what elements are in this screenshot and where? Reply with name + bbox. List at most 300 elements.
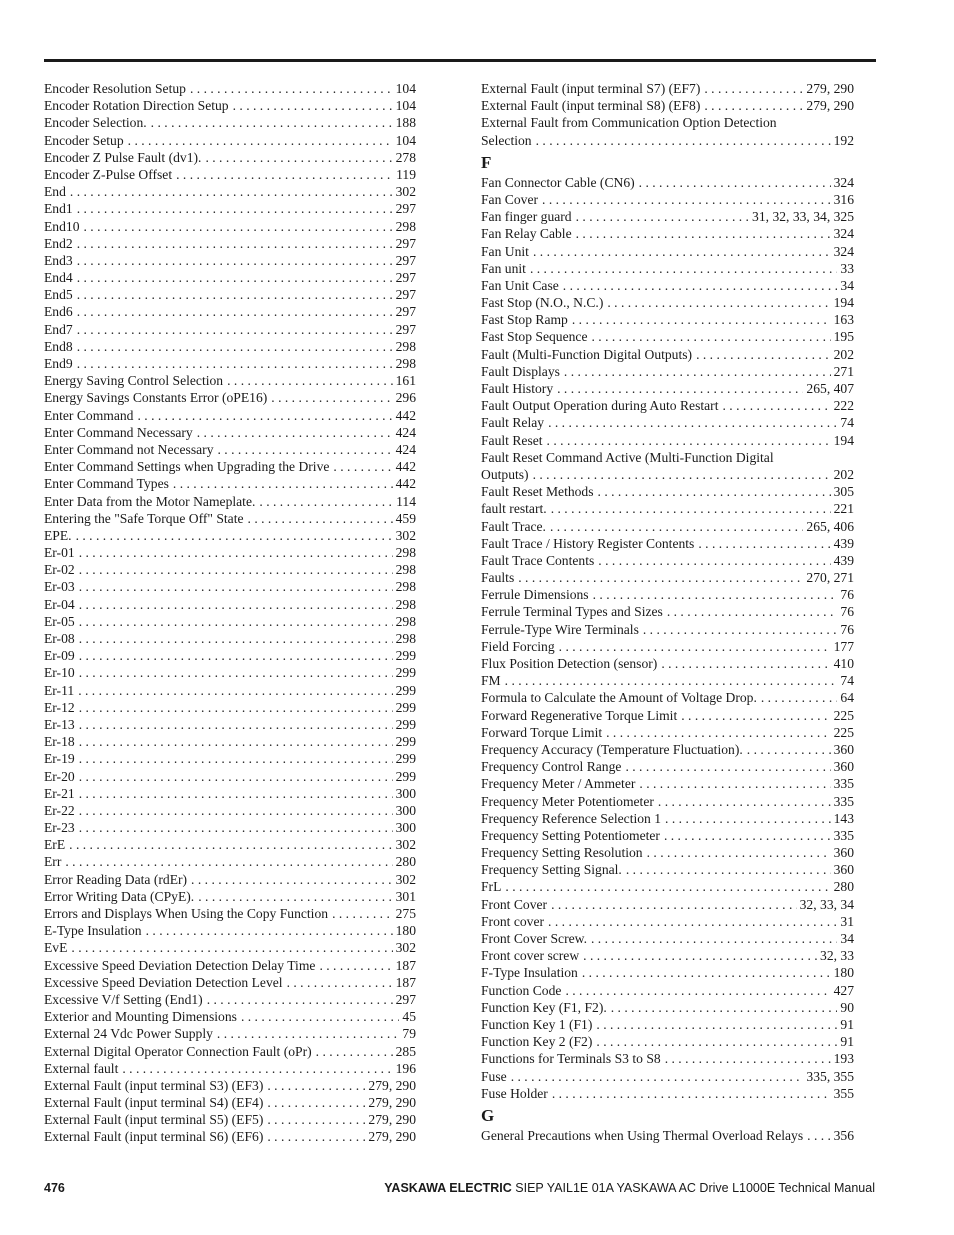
- index-page-ref: 297: [395, 235, 416, 251]
- index-term: End8: [44, 338, 73, 354]
- index-entry: [481, 827, 854, 844]
- index-page-ref: 424: [395, 424, 416, 440]
- dot-leader: [137, 407, 392, 424]
- index-entry: [44, 252, 416, 269]
- index-entry: [44, 768, 416, 785]
- dot-leader: [572, 311, 831, 328]
- dot-leader: [77, 355, 393, 372]
- index-term: Encoder Resolution Setup: [44, 81, 186, 96]
- index-page-ref: 316: [833, 191, 854, 207]
- index-entry: [44, 785, 416, 802]
- index-term: Er-23: [44, 820, 75, 836]
- dot-leader: [551, 500, 831, 517]
- index-entry: [44, 1008, 416, 1025]
- index-page-ref: 301: [395, 888, 416, 904]
- dot-leader: [78, 682, 392, 699]
- dot-leader: [267, 1077, 365, 1094]
- dot-leader: [218, 441, 393, 458]
- index-page-ref: 297: [395, 287, 416, 303]
- dot-leader: [598, 552, 830, 569]
- index-entry: [481, 655, 854, 672]
- dot-leader: [79, 578, 393, 595]
- index-entry: [481, 999, 854, 1016]
- index-entry: [481, 913, 854, 930]
- index-entry: [481, 896, 854, 913]
- index-page-ref: 275: [395, 906, 416, 921]
- index-entry: [481, 483, 854, 500]
- index-term: Er-22: [44, 802, 75, 818]
- index-entry: [44, 355, 416, 372]
- dot-leader: [583, 947, 817, 964]
- dot-leader: [77, 200, 393, 217]
- index-page-ref: 298: [395, 562, 416, 578]
- index-entry: [44, 458, 416, 475]
- index-page-ref: 300: [395, 802, 416, 818]
- index-term: Er-18: [44, 734, 75, 750]
- index-entry: [44, 957, 416, 974]
- index-entry: [44, 613, 416, 630]
- index-entry: [44, 853, 416, 870]
- index-page-ref: 221: [833, 501, 854, 517]
- index-term: Function Key 2 (F2): [481, 1034, 593, 1050]
- index-term: Fuse: [481, 1068, 507, 1084]
- index-page-ref: 335: [833, 776, 854, 792]
- index-term: Fan Relay Cable: [481, 226, 572, 242]
- index-term: Excessive Speed Deviation Detection Delay Time: [44, 957, 316, 973]
- index-term: Fault Reset Methods: [481, 484, 594, 500]
- index-entry: [481, 810, 854, 827]
- dot-leader: [611, 999, 838, 1016]
- dot-leader: [559, 638, 831, 655]
- index-page-ref: 32, 33, 34: [799, 896, 854, 912]
- index-term: FrL: [481, 879, 502, 895]
- header-rule: [44, 59, 876, 62]
- index-term: Frequency Setting Resolution: [481, 845, 643, 861]
- index-term: Encoder Rotation Direction Setup: [44, 98, 229, 114]
- dot-leader: [552, 1085, 831, 1102]
- dot-leader: [664, 827, 831, 844]
- dot-leader: [128, 132, 393, 149]
- index-entry: [44, 286, 416, 303]
- index-page-ref: 104: [395, 98, 416, 114]
- index-page-ref: 265, 407: [806, 381, 854, 396]
- index-entry: [481, 844, 854, 861]
- index-page-ref: 34: [840, 931, 854, 946]
- index-entry: [44, 166, 416, 183]
- dot-leader: [79, 785, 393, 802]
- index-page-ref: 297: [395, 252, 416, 268]
- index-page-ref: 410: [833, 656, 854, 671]
- index-page-ref: 74: [840, 415, 854, 431]
- index-term: External Fault (input terminal S7) (EF7): [481, 81, 701, 96]
- index-term: Encoder Z Pulse Fault (dv1).: [44, 149, 202, 165]
- dot-leader: [248, 510, 393, 527]
- index-entry: [481, 132, 854, 149]
- index-page-ref: 79: [402, 1026, 416, 1042]
- index-term: Fast Stop (N.O., N.C.): [481, 295, 604, 311]
- footer-doc-title: SIEP YAIL1E 01A YASKAWA AC Drive L1000E Technical Manual: [511, 1181, 875, 1195]
- index-entry: [481, 518, 854, 535]
- index-page-ref: 31, 32, 33, 34, 325: [752, 209, 854, 225]
- index-page-ref: 32, 33: [820, 948, 854, 964]
- index-term: Forward Regenerative Torque Limit: [481, 707, 678, 723]
- index-term: Encoder Setup: [44, 132, 124, 148]
- index-entry: [481, 930, 854, 947]
- dot-leader: [533, 243, 831, 260]
- index-term: Er-11: [44, 682, 75, 698]
- index-entry: [44, 389, 416, 406]
- dot-leader: [227, 372, 393, 389]
- index-page-ref: 442: [395, 476, 416, 492]
- index-page-ref: 225: [833, 707, 854, 723]
- dot-leader: [207, 991, 393, 1008]
- index-page-ref: 74: [840, 673, 854, 689]
- index-page-ref: 143: [833, 810, 854, 826]
- index-term: E-Type Insulation: [44, 923, 142, 939]
- index-term: Fault Output Operation during Auto Restart: [481, 398, 719, 414]
- index-entry: [44, 888, 416, 905]
- index-term: fault restart.: [481, 501, 547, 517]
- dot-leader: [667, 603, 838, 620]
- index-term: Fast Stop Ramp: [481, 312, 568, 328]
- dot-leader: [704, 80, 803, 97]
- index-entry: [481, 277, 854, 294]
- index-entry-wrap-line: External Fault from Communication Option Detection: [481, 115, 777, 131]
- index-term: Enter Command: [44, 407, 134, 423]
- index-entry: [44, 1094, 416, 1111]
- index-term: End10: [44, 218, 80, 234]
- dot-leader: [563, 277, 838, 294]
- index-term: External fault: [44, 1060, 119, 1076]
- index-entry: [44, 647, 416, 664]
- index-entry: [481, 878, 854, 895]
- dot-leader: [591, 328, 830, 345]
- index-entry: [44, 441, 416, 458]
- index-entry: [481, 294, 854, 311]
- index-term: Function Key 1 (F1): [481, 1016, 593, 1032]
- index-entry: [44, 269, 416, 286]
- index-column-left: [44, 80, 416, 1146]
- dot-leader: [704, 97, 803, 114]
- index-term: Enter Data from the Motor Nameplate.: [44, 493, 256, 509]
- index-term: Er-20: [44, 768, 75, 784]
- section-letter-g: G: [481, 1105, 495, 1125]
- index-term: Fault Displays: [481, 363, 560, 379]
- index-term: Field Forcing: [481, 638, 555, 654]
- index-page-ref: 180: [833, 965, 854, 981]
- index-page-ref: 299: [395, 751, 416, 767]
- index-page-ref: 297: [395, 991, 416, 1007]
- index-entry: [44, 596, 416, 613]
- index-page-ref: 459: [395, 510, 416, 526]
- index-entry: [481, 260, 854, 277]
- index-page-ref: 91: [840, 1034, 854, 1050]
- index-page-ref: 355: [833, 1085, 854, 1101]
- index-term: Functions for Terminals S3 to S8: [481, 1051, 661, 1067]
- index-term: External Digital Operator Connection Fault (oPr): [44, 1043, 312, 1059]
- dot-leader: [205, 149, 392, 166]
- dot-leader: [79, 750, 393, 767]
- index-term: Er-12: [44, 699, 75, 715]
- index-page-ref: 427: [833, 982, 854, 998]
- dot-leader: [191, 871, 393, 888]
- index-entry: [44, 716, 416, 733]
- index-entry: [481, 964, 854, 981]
- index-entry: [481, 861, 854, 878]
- index-page-ref: 187: [395, 974, 416, 990]
- index-term: End9: [44, 356, 73, 371]
- index-term: Fast Stop Sequence: [481, 329, 588, 345]
- index-page-ref: 45: [402, 1009, 416, 1025]
- index-term: Encoder Selection.: [44, 115, 147, 131]
- dot-leader: [665, 1050, 831, 1067]
- index-term: Er-05: [44, 613, 75, 629]
- index-entry: [481, 397, 854, 414]
- index-term: Fault Reset: [481, 432, 543, 448]
- index-term: End1: [44, 201, 73, 217]
- index-page-ref: 298: [395, 218, 416, 234]
- index-page-ref: 299: [395, 665, 416, 681]
- index-page-ref: 279, 290: [368, 1095, 416, 1111]
- index-term: Energy Savings Constants Error (oPE16): [44, 390, 268, 406]
- index-entry: [481, 174, 854, 191]
- index-page-ref: 163: [833, 312, 854, 328]
- index-page-ref: 279, 290: [806, 98, 854, 114]
- dot-leader: [550, 518, 803, 535]
- dot-leader: [505, 878, 830, 895]
- index-page-ref: 193: [833, 1051, 854, 1067]
- index-term: Selection: [481, 132, 532, 148]
- dot-leader: [76, 527, 393, 544]
- index-term: End3: [44, 252, 73, 268]
- index-term: Er-21: [44, 785, 75, 801]
- dot-leader: [761, 689, 838, 706]
- index-page-ref: 33: [840, 260, 854, 276]
- index-term: End2: [44, 235, 73, 251]
- index-entry: [44, 235, 416, 252]
- dot-leader: [77, 338, 393, 355]
- dot-leader: [271, 389, 392, 406]
- index-entry: [44, 132, 416, 149]
- index-entry: [481, 793, 854, 810]
- index-term: Energy Saving Control Selection: [44, 373, 224, 389]
- index-term: Fault Trace / History Register Contents: [481, 535, 695, 551]
- footer-brand: YASKAWA ELECTRIC: [384, 1181, 512, 1195]
- index-term: Fan Cover: [481, 191, 539, 207]
- index-entry: [481, 775, 854, 792]
- index-term: End5: [44, 287, 73, 303]
- index-entry: [481, 432, 854, 449]
- dot-leader: [267, 1094, 365, 1111]
- index-term: Fuse Holder: [481, 1085, 548, 1101]
- dot-leader: [79, 768, 393, 785]
- index-page-ref: 360: [833, 759, 854, 775]
- index-page-ref: 298: [395, 545, 416, 561]
- dot-leader: [259, 493, 393, 510]
- dot-leader: [267, 1111, 365, 1128]
- index-entry: [44, 149, 416, 166]
- index-entry: [481, 603, 854, 620]
- dot-leader: [593, 586, 838, 603]
- index-entry: [481, 363, 854, 380]
- index-entry: [44, 939, 416, 956]
- dot-leader: [79, 647, 393, 664]
- index-term: Frequency Meter / Ammeter: [481, 776, 636, 792]
- index-page-ref: 298: [395, 579, 416, 595]
- index-entry-wrap-line: Fault Reset Command Active (Multi-Function Digital: [481, 449, 774, 465]
- index-entry: [44, 1111, 416, 1128]
- index-entry: [44, 183, 416, 200]
- index-term: Ferrule Dimensions: [481, 587, 589, 603]
- index-entry: [44, 1077, 416, 1094]
- index-term: Encoder Z-Pulse Offset: [44, 166, 173, 182]
- index-entry: [44, 510, 416, 527]
- index-page-ref: 187: [395, 957, 416, 973]
- index-page-ref: 302: [395, 871, 416, 887]
- dot-leader: [565, 982, 830, 999]
- index-term: ErE: [44, 837, 66, 853]
- index-page-ref: 64: [840, 690, 854, 706]
- index-entry: [481, 586, 854, 603]
- index-page-ref: 188: [395, 115, 416, 131]
- index-entry: [44, 905, 416, 922]
- index-term: Entering the "Safe Torque Off" State: [44, 510, 244, 526]
- index-entry: [44, 200, 416, 217]
- index-term: Fault History: [481, 381, 554, 396]
- index-entry: [481, 741, 854, 758]
- dot-leader: [79, 630, 393, 647]
- dot-leader: [665, 810, 831, 827]
- index-term: Frequency Reference Selection 1: [481, 810, 662, 826]
- index-term: Error Reading Data (rdEr): [44, 871, 188, 887]
- dot-leader: [79, 819, 393, 836]
- index-term: Outputs): [481, 466, 529, 482]
- dot-leader: [70, 183, 393, 200]
- index-entry: [481, 191, 854, 208]
- dot-leader: [333, 458, 392, 475]
- dot-leader: [79, 802, 393, 819]
- index-page-ref: 298: [395, 338, 416, 354]
- index-column-right: [481, 80, 854, 1144]
- index-term: Flux Position Detection (sensor): [481, 656, 658, 671]
- dot-leader: [564, 363, 831, 380]
- dot-leader: [71, 939, 392, 956]
- dot-leader: [176, 166, 393, 183]
- dot-leader: [591, 930, 837, 947]
- index-page-ref: 305: [833, 484, 854, 500]
- index-entry: [44, 1025, 416, 1042]
- dot-leader: [77, 269, 393, 286]
- dot-leader: [505, 672, 838, 689]
- index-page-ref: 356: [833, 1127, 854, 1143]
- index-entry: [44, 97, 416, 114]
- index-entry: [481, 1127, 854, 1144]
- dot-leader: [197, 424, 393, 441]
- index-page-ref: 324: [833, 174, 854, 190]
- index-term: Frequency Setting Signal.: [481, 862, 622, 878]
- index-page-ref: 299: [395, 648, 416, 664]
- dot-leader: [79, 664, 393, 681]
- index-page-ref: 225: [833, 724, 854, 740]
- index-page-ref: 192: [833, 132, 854, 148]
- index-entry: [44, 544, 416, 561]
- dot-leader: [198, 888, 392, 905]
- index-entry: [481, 1050, 854, 1067]
- dot-leader: [79, 613, 393, 630]
- index-term: Error Writing Data (CPyE).: [44, 888, 195, 904]
- index-page-ref: 196: [395, 1060, 416, 1076]
- index-term: Fault Trace Contents: [481, 552, 595, 568]
- index-entry: [44, 630, 416, 647]
- dot-leader: [643, 621, 838, 638]
- index-term: Front Cover: [481, 896, 548, 912]
- index-entry: [481, 552, 854, 569]
- dot-leader: [639, 174, 831, 191]
- index-entry: [481, 311, 854, 328]
- index-page-ref: 265, 406: [806, 518, 854, 534]
- dot-leader: [681, 707, 830, 724]
- index-page-ref: 335: [833, 827, 854, 843]
- dot-leader: [530, 260, 837, 277]
- dot-leader: [77, 252, 393, 269]
- index-term: EvE: [44, 940, 68, 956]
- dot-leader: [173, 475, 393, 492]
- index-entry: [44, 1060, 416, 1077]
- index-term: Fault Relay: [481, 415, 545, 431]
- index-term: Er-01: [44, 545, 75, 561]
- index-entry: [44, 699, 416, 716]
- index-entry: [481, 672, 854, 689]
- index-page-ref: 424: [395, 441, 416, 457]
- index-term: Enter Command not Necessary: [44, 441, 214, 457]
- index-entry: [481, 621, 854, 638]
- index-page-ref: 202: [833, 346, 854, 362]
- index-term: Er-13: [44, 716, 75, 732]
- dot-leader: [536, 132, 831, 149]
- dot-leader: [146, 922, 393, 939]
- index-term: Function Key (F1, F2).: [481, 999, 607, 1015]
- index-term: Faults: [481, 570, 515, 586]
- index-entry: [481, 380, 854, 397]
- dot-leader: [576, 225, 831, 242]
- index-page-ref: 302: [395, 184, 416, 200]
- dot-leader: [548, 913, 837, 930]
- index-page-ref: 114: [396, 493, 416, 509]
- index-page-ref: 296: [395, 390, 416, 406]
- index-term: Er-04: [44, 596, 75, 612]
- dot-leader: [79, 544, 393, 561]
- index-term: Formula to Calculate the Amount of Voltage Drop.: [481, 690, 757, 706]
- index-page-ref: 278: [395, 149, 416, 165]
- index-term: Errors and Displays When Using the Copy Function: [44, 906, 329, 921]
- index-term: External Fault (input terminal S4) (EF4): [44, 1095, 264, 1111]
- index-page-ref: 302: [395, 527, 416, 543]
- dot-leader: [233, 97, 393, 114]
- dot-leader: [598, 483, 831, 500]
- index-page-ref: 279, 290: [368, 1112, 416, 1128]
- footer-page-number: 476: [44, 1181, 65, 1195]
- index-term: Function Code: [481, 982, 562, 998]
- index-page-ref: 442: [395, 407, 416, 423]
- dot-leader: [582, 964, 831, 981]
- index-page-ref: 360: [833, 741, 854, 757]
- dot-leader: [661, 655, 830, 672]
- index-entry: [481, 569, 854, 586]
- index-entry: [44, 664, 416, 681]
- index-page-ref: 297: [395, 201, 416, 217]
- index-term: Exterior and Mounting Dimensions: [44, 1009, 237, 1025]
- index-entry: [481, 535, 854, 552]
